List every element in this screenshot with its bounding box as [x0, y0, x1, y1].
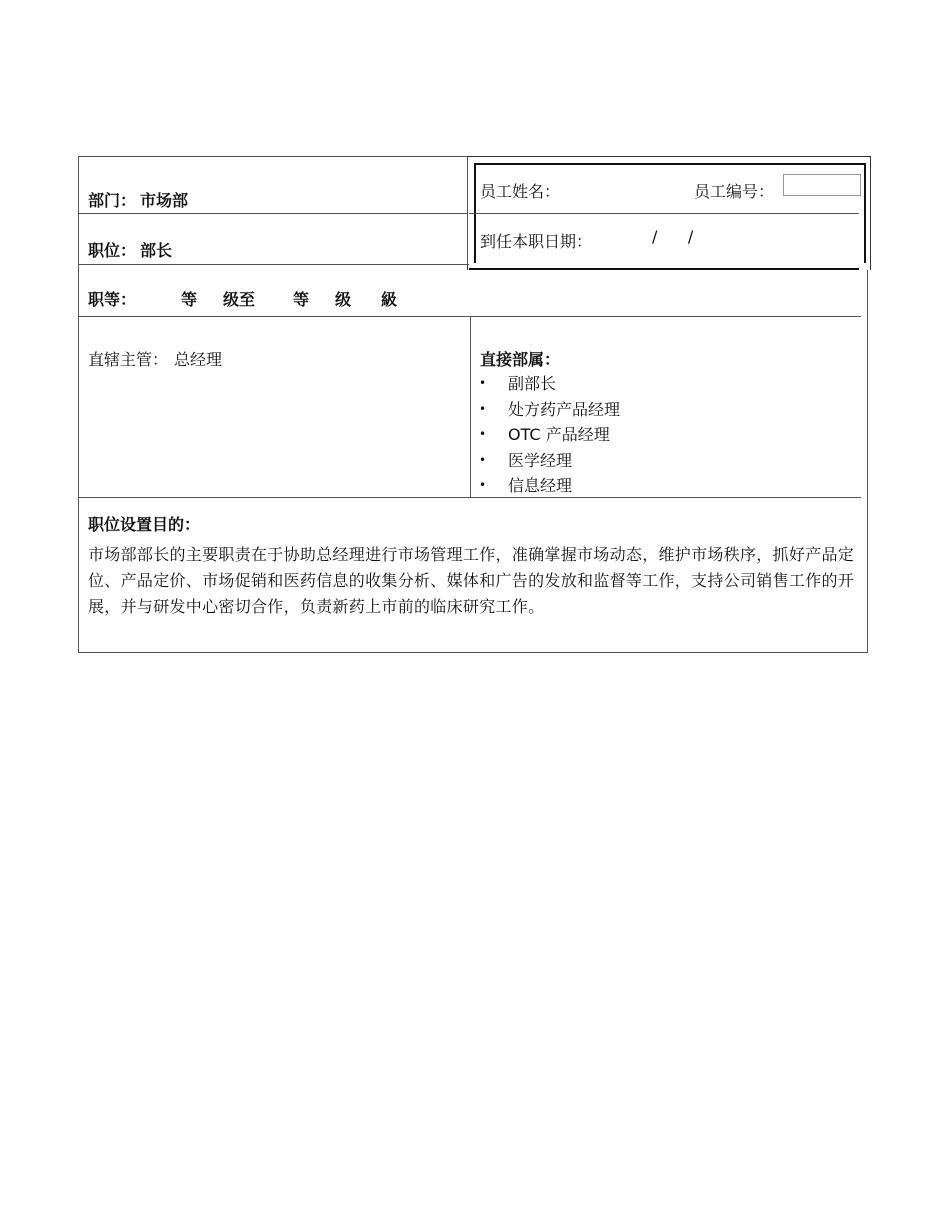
subordinates-list — [479, 371, 620, 499]
bullet-icon: • — [479, 478, 487, 492]
header-vertical-divider — [467, 157, 468, 264]
bullet-icon: • — [479, 452, 487, 467]
list-item: • 处方药产品经理 — [479, 397, 620, 423]
employee-id-input[interactable] — [783, 174, 861, 196]
supervisor-label: 直辖主管： — [88, 350, 169, 369]
employee-name-label: 员工姓名： — [480, 182, 561, 201]
grade-text-2: 级至 — [223, 290, 256, 309]
subordinates-title: 直接部属： — [480, 350, 561, 369]
divider-department — [79, 213, 469, 214]
purpose-title: 职位设置目的： — [88, 515, 201, 534]
list-item: • 副部长 — [479, 371, 620, 397]
supervisor-value: 总经理 — [174, 350, 223, 369]
start-date-separators: / / — [652, 227, 694, 246]
position-value: 部长 — [140, 241, 173, 260]
start-date-label: 到任本职日期： — [480, 232, 593, 251]
list-item: • 医学经理 — [479, 448, 620, 474]
purpose-text: 市场部部长的主要职责在于协助总经理进行市场管理工作，准确掌握市场动态，维护市场秩序，抓好产品定位、产品定价、市场促销和医药信息的收集分析、媒体和广告的发放和监督等工作，支持公司销售工作的开展，并与研发中心密切合作，负责新药上市前的临床研究工作。 — [88, 545, 855, 616]
bullet-icon: • — [479, 401, 487, 416]
divider-position — [79, 264, 469, 265]
job-description-form — [78, 156, 868, 653]
position-field — [88, 238, 172, 261]
grade-text-5: 級 — [381, 290, 398, 309]
department-field — [88, 188, 188, 211]
grade-label: 职等： — [88, 290, 137, 309]
department-value: 市场部 — [140, 191, 189, 210]
supervisor-field — [88, 347, 222, 370]
employee-info-bottom-rule — [469, 268, 859, 270]
department-label: 部门： — [88, 191, 137, 210]
grade-text-1: 等 — [181, 290, 198, 309]
bullet-icon: • — [479, 427, 487, 441]
grade-text-4: 级 — [335, 290, 352, 309]
list-item: • OTC 产品经理 — [479, 422, 620, 448]
divider-employee-name — [469, 213, 859, 214]
position-label: 职位： — [88, 241, 137, 260]
bullet-icon: • — [479, 376, 487, 390]
list-item: • 信息经理 — [479, 473, 620, 499]
divider-reporting — [79, 497, 861, 498]
reporting-vertical-divider — [470, 316, 471, 497]
employee-id-label: 员工编号： — [694, 182, 775, 201]
grade-text-3: 等 — [293, 290, 310, 309]
